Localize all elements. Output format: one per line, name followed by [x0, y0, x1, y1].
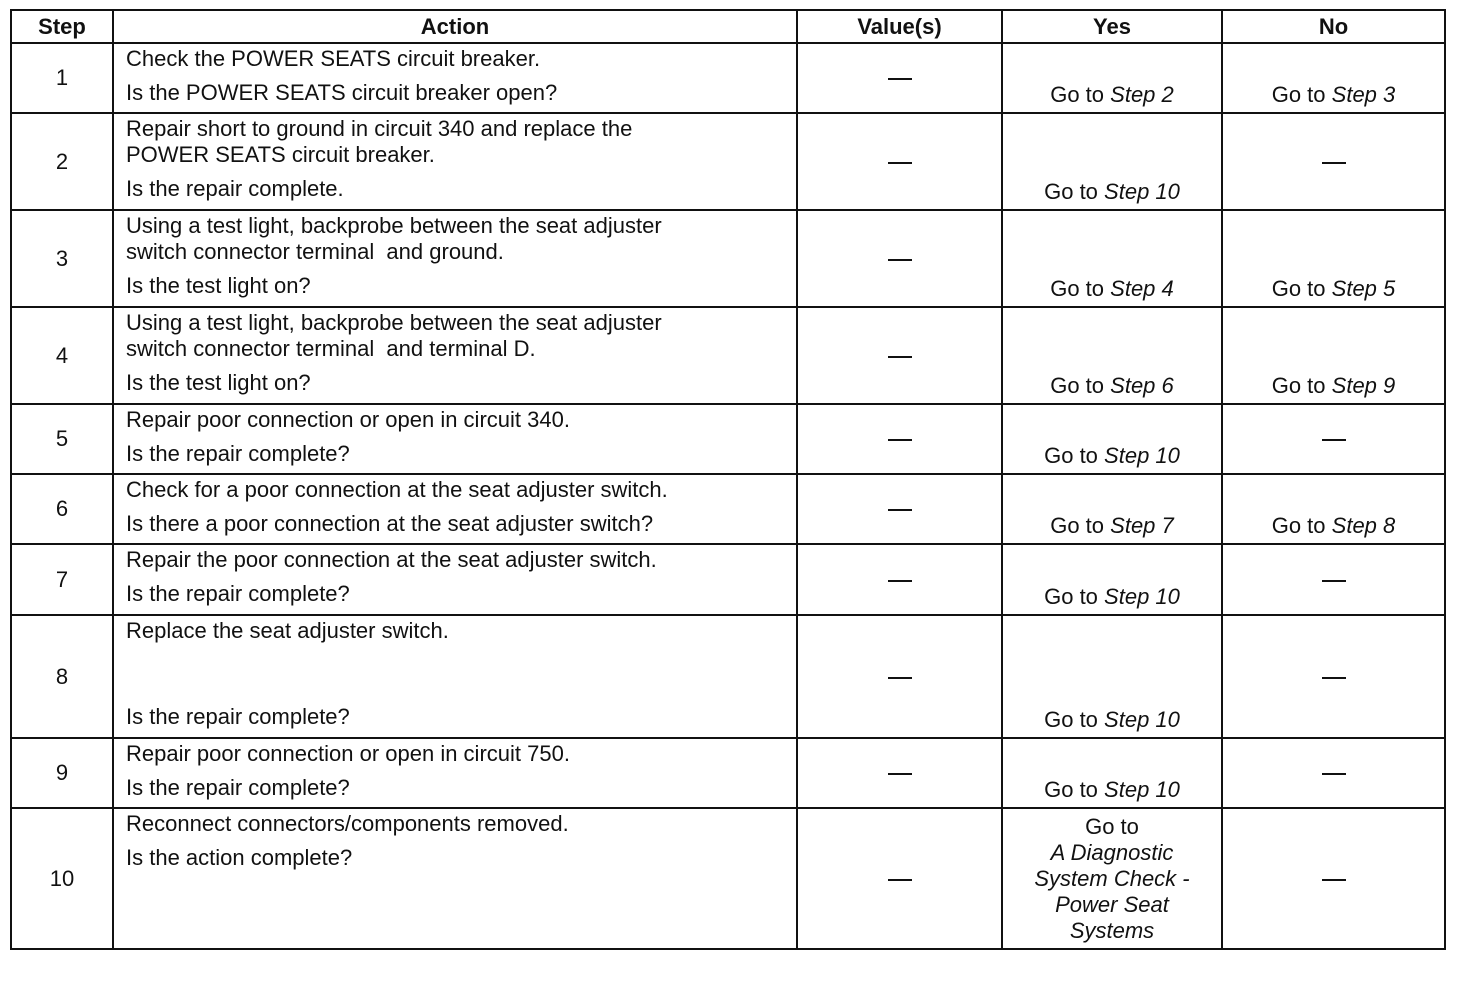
action-cell	[113, 615, 797, 738]
go-to-label: Go to	[1044, 443, 1098, 468]
action-question: Is the repair complete?	[126, 441, 350, 466]
go-to-label: Go to	[1085, 813, 1139, 839]
step-number: 6	[11, 474, 113, 544]
no-dash	[1322, 879, 1346, 881]
no-go-to	[1223, 276, 1444, 302]
action-line: switch connector terminal and ground.	[126, 239, 504, 264]
yes-go-to	[1003, 777, 1221, 803]
yes-step-ref: Step 10	[1104, 707, 1180, 732]
value-cell	[797, 544, 1002, 615]
value-cell	[797, 474, 1002, 544]
yes-step-ref: Step 10	[1104, 777, 1180, 802]
action-cell	[113, 544, 797, 615]
step-number: 8	[11, 615, 113, 738]
action-question: Is the repair complete?	[126, 581, 350, 606]
yes-reference	[1003, 814, 1221, 944]
action-question: Is the test light on?	[126, 370, 311, 395]
action-instruction	[126, 213, 786, 265]
go-to-label: Go to	[1271, 276, 1326, 301]
value-cell	[797, 808, 1002, 949]
action-content	[126, 407, 786, 467]
value-dash	[888, 879, 912, 881]
yes-step-ref: Step 10	[1104, 443, 1180, 468]
yes-go-to	[1003, 276, 1221, 302]
action-line: Using a test light, backprobe between the seat adjuster	[126, 213, 662, 238]
value-cell	[797, 615, 1002, 738]
action-line: Check for a poor connection at the seat adjuster switch.	[126, 477, 668, 502]
action-instruction	[126, 547, 786, 573]
yes-reference-line: Power Seat	[1055, 891, 1169, 917]
table-row	[11, 544, 1445, 615]
step-number: 7	[11, 544, 113, 615]
yes-step-ref: Step 6	[1110, 373, 1174, 398]
go-to-label: Go to	[1050, 276, 1105, 301]
action-line: POWER SEATS circuit breaker.	[126, 142, 435, 167]
step-number: 5	[11, 404, 113, 474]
value-cell	[797, 738, 1002, 808]
yes-reference-line: System Check -	[1034, 865, 1190, 891]
value-dash	[888, 580, 912, 582]
no-cell	[1222, 738, 1445, 808]
go-to-label: Go to	[1050, 82, 1105, 107]
action-line: Reconnect connectors/components removed.	[126, 811, 569, 836]
yes-go-to	[1003, 584, 1221, 610]
yes-cell	[1002, 738, 1222, 808]
value-dash	[888, 509, 912, 511]
no-go-to	[1223, 82, 1444, 108]
yes-step-ref: Step 4	[1110, 276, 1174, 301]
go-to-label: Go to	[1044, 179, 1098, 204]
action-instruction	[126, 477, 786, 503]
action-content	[126, 46, 786, 106]
value-dash	[888, 356, 912, 358]
action-instruction	[126, 116, 786, 168]
go-to-label: Go to	[1271, 513, 1326, 538]
yes-cell	[1002, 474, 1222, 544]
action-cell	[113, 474, 797, 544]
action-instruction	[126, 46, 786, 72]
action-content	[126, 116, 786, 202]
action-line: switch connector terminal and terminal D.	[126, 336, 536, 361]
table-row	[11, 307, 1445, 404]
action-question: Is the action complete?	[126, 845, 353, 870]
go-to-label: Go to	[1271, 82, 1326, 107]
yes-cell	[1002, 615, 1222, 738]
yes-go-to	[1003, 443, 1221, 469]
action-content	[126, 811, 786, 871]
action-content	[126, 547, 786, 607]
table-row	[11, 113, 1445, 210]
action-cell	[113, 808, 797, 949]
go-to-label: Go to	[1271, 373, 1326, 398]
yes-cell	[1002, 43, 1222, 113]
yes-step-ref: Step 10	[1104, 179, 1180, 204]
no-step-ref: Step 5	[1331, 276, 1396, 301]
action-line: Check the POWER SEATS circuit breaker.	[126, 46, 541, 71]
action-instruction	[126, 741, 786, 767]
value-dash	[888, 677, 912, 679]
step-number: 4	[11, 307, 113, 404]
no-cell	[1222, 113, 1445, 210]
action-cell	[113, 113, 797, 210]
value-dash	[888, 162, 912, 164]
action-question: Is the repair complete?	[126, 704, 350, 729]
no-step-ref: Step 8	[1331, 513, 1396, 538]
no-dash	[1322, 580, 1346, 582]
go-to-label: Go to	[1044, 777, 1098, 802]
action-line: Repair poor connection or open in circuit 750.	[126, 741, 570, 766]
table-row	[11, 738, 1445, 808]
yes-cell	[1002, 404, 1222, 474]
value-cell	[797, 404, 1002, 474]
no-cell	[1222, 210, 1445, 307]
go-to-label: Go to	[1050, 373, 1105, 398]
no-cell	[1222, 808, 1445, 949]
no-cell	[1222, 544, 1445, 615]
header-values: Value(s)	[797, 10, 1002, 43]
value-dash	[888, 439, 912, 441]
action-instruction	[126, 310, 786, 362]
yes-go-to	[1003, 513, 1221, 539]
table-row	[11, 474, 1445, 544]
yes-reference-line: Systems	[1069, 917, 1155, 943]
yes-go-to	[1003, 373, 1221, 399]
action-line: Repair short to ground in circuit 340 and replace the	[126, 116, 633, 141]
yes-step-ref: Step 10	[1104, 584, 1180, 609]
action-cell	[113, 738, 797, 808]
action-line: Replace the seat adjuster switch.	[126, 618, 449, 643]
no-go-to	[1223, 513, 1444, 539]
value-cell	[797, 113, 1002, 210]
action-content	[126, 213, 786, 299]
action-question: Is there a poor connection at the seat adjuster switch?	[126, 511, 654, 536]
yes-step-ref: Step 2	[1110, 82, 1174, 107]
no-step-ref: Step 3	[1331, 82, 1396, 107]
yes-cell	[1002, 113, 1222, 210]
action-content	[126, 741, 786, 801]
header-no: No	[1222, 10, 1445, 43]
diagnostic-table	[10, 9, 1446, 950]
action-cell	[113, 210, 797, 307]
table-row	[11, 210, 1445, 307]
no-cell	[1222, 307, 1445, 404]
action-line: Repair poor connection or open in circuit 340.	[126, 407, 570, 432]
value-dash	[888, 259, 912, 261]
step-number: 2	[11, 113, 113, 210]
no-go-to	[1223, 373, 1444, 399]
action-question: Is the test light on?	[126, 273, 311, 298]
action-instruction	[126, 618, 786, 644]
no-cell	[1222, 615, 1445, 738]
yes-go-to	[1003, 179, 1221, 205]
no-dash	[1322, 439, 1346, 441]
table-row	[11, 404, 1445, 474]
table-row	[11, 808, 1445, 949]
header-row	[11, 10, 1445, 43]
action-line: Repair the poor connection at the seat adjuster switch.	[126, 547, 657, 572]
value-dash	[888, 773, 912, 775]
action-question: Is the POWER SEATS circuit breaker open?	[126, 80, 558, 105]
action-cell	[113, 307, 797, 404]
action-question: Is the repair complete.	[126, 176, 344, 201]
header-action: Action	[113, 10, 797, 43]
action-content	[126, 310, 786, 396]
action-cell	[113, 404, 797, 474]
header-step: Step	[11, 10, 113, 43]
step-number: 9	[11, 738, 113, 808]
yes-cell	[1002, 808, 1222, 949]
value-cell	[797, 210, 1002, 307]
action-instruction	[126, 407, 786, 433]
no-cell	[1222, 43, 1445, 113]
action-content	[126, 477, 786, 537]
action-content	[126, 618, 786, 730]
yes-cell	[1002, 210, 1222, 307]
no-dash	[1322, 773, 1346, 775]
go-to-label: Go to	[1044, 584, 1098, 609]
no-dash	[1322, 162, 1346, 164]
action-line: Using a test light, backprobe between the seat adjuster	[126, 310, 662, 335]
step-number: 1	[11, 43, 113, 113]
action-cell	[113, 43, 797, 113]
value-dash	[888, 78, 912, 80]
value-cell	[797, 43, 1002, 113]
go-to-label: Go to	[1050, 513, 1105, 538]
action-spacer	[126, 644, 786, 696]
value-cell	[797, 307, 1002, 404]
table-body	[11, 43, 1445, 949]
step-number: 3	[11, 210, 113, 307]
action-instruction	[126, 811, 786, 837]
no-step-ref: Step 9	[1331, 373, 1396, 398]
header-yes: Yes	[1002, 10, 1222, 43]
no-cell	[1222, 404, 1445, 474]
yes-step-ref: Step 7	[1110, 513, 1174, 538]
table-row	[11, 43, 1445, 113]
no-dash	[1322, 677, 1346, 679]
yes-cell	[1002, 307, 1222, 404]
no-cell	[1222, 474, 1445, 544]
yes-reference-line: A Diagnostic	[1050, 839, 1174, 865]
yes-cell	[1002, 544, 1222, 615]
yes-go-to	[1003, 707, 1221, 733]
yes-go-to	[1003, 82, 1221, 108]
table-row	[11, 615, 1445, 738]
action-question: Is the repair complete?	[126, 775, 350, 800]
step-number: 10	[11, 808, 113, 949]
go-to-label: Go to	[1044, 707, 1098, 732]
